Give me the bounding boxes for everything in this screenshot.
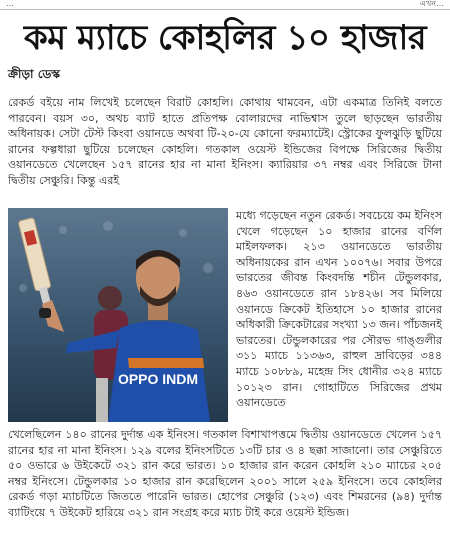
headline: কম ম্যাচে কোহলির ১০ হাজার — [23, 18, 427, 58]
masthead-strip — [0, 0, 450, 10]
article-paragraph-bottom: খেলেছিলেন ১৪০ রানের দুর্দান্ত এক ইনিংস। গতকাল বিশাখাপত্তমে দ্বিতীয় ওয়ানডেতে খেলেন ১৫৭ রানের হার না মানা ইনিংস। ১২৯ বলের ইনিংসটিতে ১৩টি চার ও ৪ ছক্কা সাজানো। তার সেঞ্চুরিতে ৫০ ওভারে ৬ উইকেটে ৩২১ রান করে ভারত। ১০ হাজার রান করেন কোহলি ২১০ ম্যাচের ২০৫ নম্বর ইনিংসে। টেন্ডুলকার ১০ হাজার রান করেছিলেন ২০০১ সালে ২৫৯ ইনিংসে। তবে কোহলির রেকর্ড গড়া ম্যাচটিতে জিততে পারেনি ভারত। হোপের সেঞ্চুরি (১২৩) এবং শিমরনের (৯৪) দুর্দান্ত ব্যাটিংয়ে ৭ উইকেট হারিয়ে ৩২১ রান সংগ্রহ করে ম্যাচ টাই করে ওয়েস্ট ইন্ডিজ। — [8, 428, 442, 519]
kohli-photo — [8, 208, 228, 422]
article-paragraph-top: রেকর্ড বইয়ে নাম লিখেই চলেছেন বিরাট কোহলি। কোথায় থামবেন, এটা একমাত্র তিনিই বলতে পারবেন। বয়স ৩০, অথচ ব্যাট হাতে প্রতিপক্ষ বোলারদের নাভিশ্বাস তুলে ছাড়ছেন ভারতীয় অধিনায়ক। সেটা টেস্ট কিংবা ওয়ানডে অথবা টি-২০-যে কোনো ফরম্যাটেই। স্ট্রোকের ফুলঝুড়ি ছুটিয়ে রানের ফল্গধারা ছুটিয়ে চলেছেন কোহলি। গতকাল ওয়েস্ট ইন্ডিজের বিপক্ষে সিরিজের দ্বিতীয় ওয়ানডেতে খেলেছেন ১৫৭ রানের হার না মানা ইনিংস। ক্যারিয়ার ৩৭ নম্বর এবং সিরিজে টানা দ্বিতীয় সেঞ্চুরি। কিন্তু এরই — [8, 96, 442, 187]
article-paragraph-right: মধ্যে গড়েছেন নতুন রেকর্ড। সবচেয়ে কম ইনিংস খেলে গড়েছেন ১০ হাজার রানের বর্ণিল মাইলফলক। ২১৩ ওয়ানডেতে ভারতীয় অধিনায়কের রান এখন ১০০৭৬। সবার উপরে ভারতের জীবন্ত কিংবদন্তি শচীন টেন্ডুলকার, ৪৬৩ ওয়ানডেতে রান ১৮৪২৬। সব মিলিয়ে ওয়ানডে ক্রিকেট ইতিহাসে ১০ হাজার রানের অধিকারী ক্রিকেটারের সংখ্যা ১৩ জন। পাঁচজনই ভারতের। টেন্ডুলকারের পর সৌরভ গাঙ্গুলীর ৩১১ ম্যাচে ১১৩৬৩, রাহুল দ্রাবিড়ের ৩৪৪ ম্যাচে ১০৮৮৯, মহেন্দ্র সিং ধোনীর ৩২৪ ম্যাচে ১০১২৩ রান। গোহাটিতে সিরিজের প্রথম ওয়ানডেতে — [236, 209, 442, 410]
masthead-left: … — [6, 0, 14, 8]
jersey-logo: OPPO INDM — [117, 371, 199, 387]
masthead-right: এখন… — [419, 0, 444, 8]
desk-byline: ক্রীড়া ডেস্ক — [8, 67, 61, 81]
